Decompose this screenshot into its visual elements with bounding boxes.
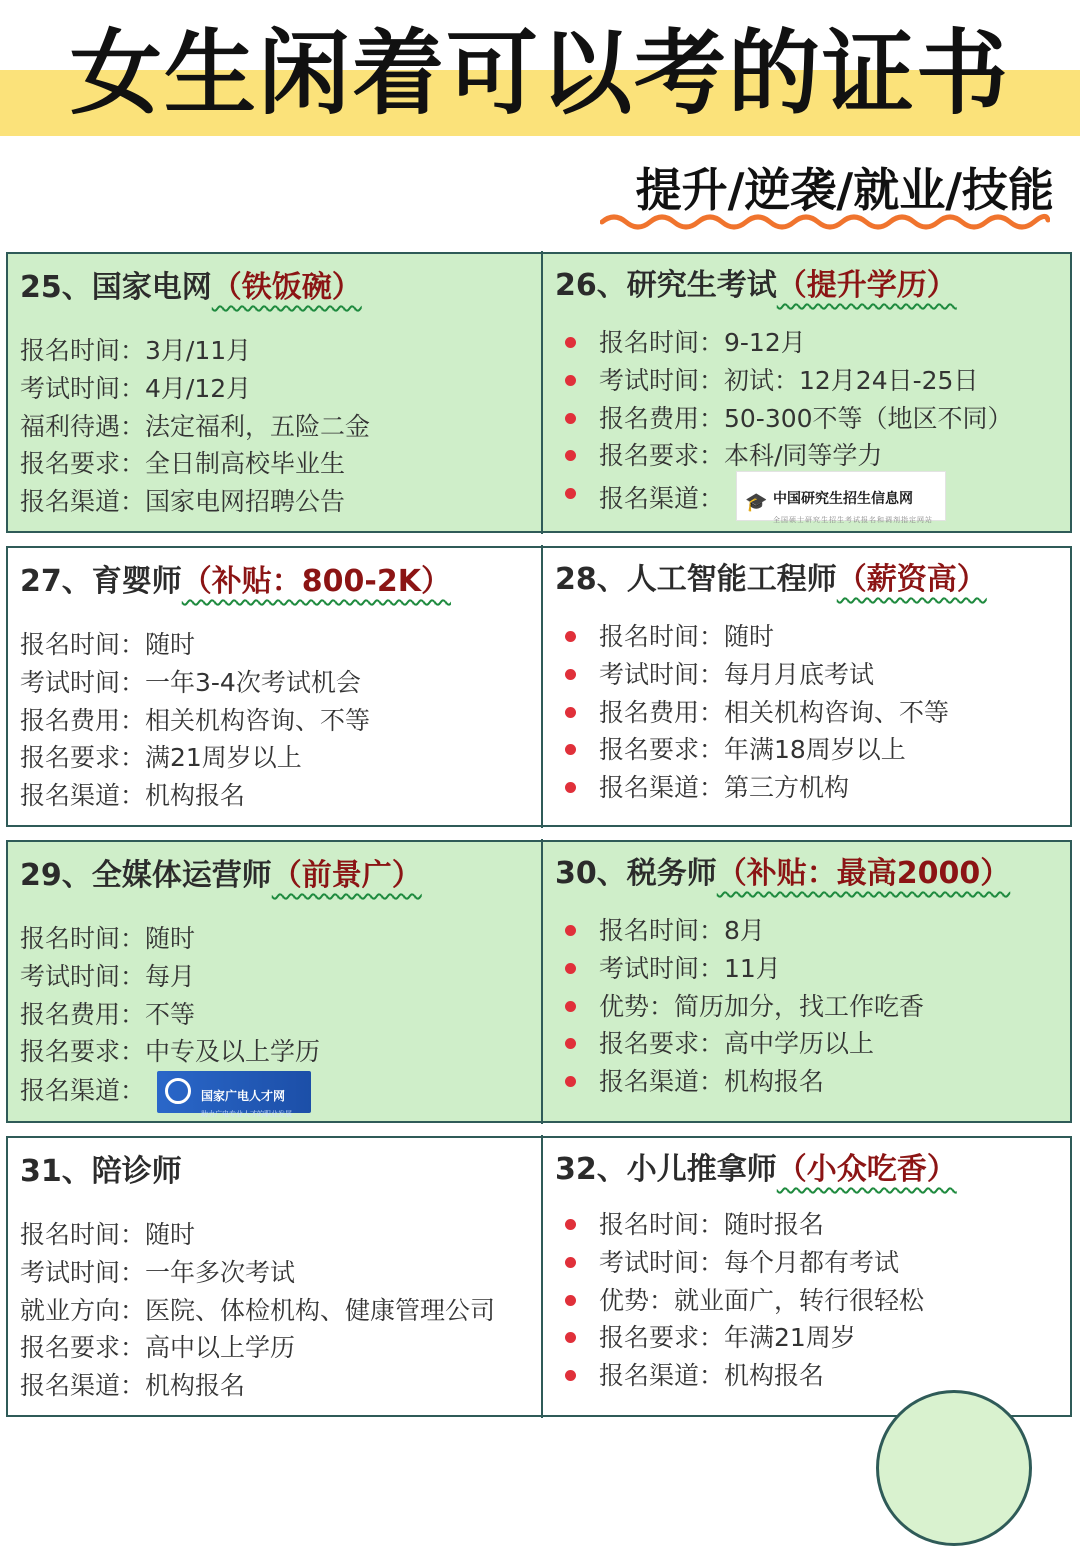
bullet-dot-icon <box>565 1038 576 1049</box>
card-title: 32、小儿推拿师 <box>555 1152 777 1187</box>
card-row-4 <box>6 1136 1072 1417</box>
list-item: 考试时间：一年3-4次考试机会 <box>20 667 361 697</box>
bullet-dot-icon <box>565 782 576 793</box>
card-title: 26、研究生考试 <box>555 268 777 303</box>
card-items <box>20 626 370 815</box>
list-item: 报名渠道： 🎓 中国研究生招生信息网 全国硕士研究生招生考试报名和调剂指定网站 <box>565 475 1013 513</box>
card-heading <box>20 560 451 604</box>
card-tag: （提升学历） <box>776 268 957 303</box>
list-item: 考试时间：每月月底考试 <box>565 656 949 694</box>
graduation-cap-icon: 🎓 <box>744 492 768 514</box>
bullet-dot-icon <box>565 707 576 718</box>
card-tag: （小众吃香） <box>776 1152 957 1187</box>
card-nursery-teacher <box>8 548 541 825</box>
card-title: 29、全媒体运营师 <box>20 858 272 893</box>
bullet-dot-icon <box>565 963 576 974</box>
list-item: 优势：就业面广，转行很轻松 <box>565 1282 924 1320</box>
list-item: 报名要求：满21周岁以上 <box>20 743 302 773</box>
card-heading <box>20 266 362 310</box>
bullet-dot-icon <box>565 669 576 680</box>
list-item: 报名费用：相关机构咨询、不等 <box>565 694 949 732</box>
card-items <box>20 332 370 521</box>
list-item: 报名时间：随时 <box>20 1220 196 1249</box>
card-items <box>20 920 321 1119</box>
bullet-dot-icon <box>565 631 576 642</box>
list-item: 报名费用：相关机构咨询、不等 <box>20 705 371 735</box>
logo-subtitle: 助力广电专业人才的职业发展 <box>200 1110 292 1119</box>
list-item: 报名时间：随时 <box>20 630 196 659</box>
card-row-1 <box>6 252 1072 533</box>
card-tag: （薪资高） <box>836 562 987 597</box>
card-title: 31、陪诊师 <box>20 1154 182 1189</box>
card-heading <box>20 854 422 898</box>
list-item: 报名时间：随时 <box>565 618 949 656</box>
card-heading <box>555 1148 957 1192</box>
card-tag: （前景广） <box>271 858 422 893</box>
list-item: 报名时间：9-12月 <box>565 324 1013 362</box>
card-heading <box>555 264 957 308</box>
yanzhao-logo <box>736 471 946 525</box>
list-item: 报名要求：中专及以上学历 <box>20 1037 321 1067</box>
logo-subtitle: 全国硕士研究生招生考试报名和调剂指定网站 <box>772 516 933 525</box>
list-item: 报名时间：3月/11月 <box>20 336 252 365</box>
list-item: 报名时间：随时报名 <box>565 1206 924 1244</box>
page-subtitle: 提升/逆袭/就业/技能 <box>635 163 1054 217</box>
card-title: 28、人工智能工程师 <box>555 562 837 597</box>
list-item: 报名时间：随时 <box>20 924 196 953</box>
list-item: 就业方向：医院、体检机构、健康管理公司 <box>20 1295 496 1325</box>
subtitle-wave-underline <box>600 212 1050 232</box>
card-tag: （铁饭碗） <box>211 270 362 305</box>
list-item: 考试时间：一年多次考试 <box>20 1257 296 1287</box>
card-title: 30、税务师 <box>555 856 717 891</box>
card-tax-advisor <box>543 842 1074 1121</box>
page-title: 女生闲着可以考的证书 <box>69 20 1010 127</box>
bullet-dot-icon <box>565 337 576 348</box>
card-heading <box>20 1150 182 1194</box>
logo-name: 国家广电人才网 <box>200 1089 285 1104</box>
list-item: 报名渠道：机构报名 <box>20 781 246 811</box>
list-item: 报名渠道： 国家广电人才网 助力广电专业人才的职业发展 <box>20 1071 320 1109</box>
bullet-dot-icon <box>565 450 576 461</box>
bullet-dot-icon <box>565 1001 576 1012</box>
card-tag: （补贴：最高2000） <box>716 856 1011 891</box>
list-item: 报名渠道：机构报名 <box>565 1357 924 1395</box>
card-heading <box>555 558 987 602</box>
logo-name: 中国研究生招生信息网 <box>772 491 913 508</box>
decorative-circle <box>876 1390 1032 1546</box>
list-item: 报名要求：高中学历以上 <box>565 1025 924 1063</box>
list-item: 报名渠道：第三方机构 <box>565 769 949 807</box>
card-row-3 <box>6 840 1072 1123</box>
list-item: 报名费用：50-300不等（地区不同） <box>565 400 1013 438</box>
bullet-dot-icon <box>565 375 576 386</box>
bullet-dot-icon <box>565 744 576 755</box>
card-title: 27、育婴师 <box>20 564 182 599</box>
list-item: 优势：简历加分，找工作吃香 <box>565 988 924 1026</box>
list-item: 考试时间：初试：12月24日-25日 <box>565 362 1013 400</box>
card-state-grid <box>8 254 541 531</box>
list-item: 福利待遇：法定福利，五险二金 <box>20 411 371 441</box>
card-items <box>565 1206 924 1395</box>
list-item: 报名渠道：国家电网招聘公告 <box>20 487 346 517</box>
card-title: 25、国家电网 <box>20 270 212 305</box>
list-item: 报名要求：全日制高校毕业生 <box>20 449 346 479</box>
bullet-dot-icon <box>565 1257 576 1268</box>
list-item: 报名渠道：机构报名 <box>565 1063 924 1101</box>
bullet-dot-icon <box>565 1219 576 1230</box>
bullet-dot-icon <box>565 413 576 424</box>
card-pediatric-massage <box>543 1138 1074 1415</box>
list-item: 考试时间：每个月都有考试 <box>565 1244 924 1282</box>
card-items <box>20 1216 495 1405</box>
bullet-dot-icon <box>565 1370 576 1381</box>
list-item: 考试时间：每月 <box>20 961 196 991</box>
guangdian-logo-icon <box>165 1078 191 1104</box>
card-media-operator <box>8 842 541 1121</box>
list-item: 报名要求：年满21周岁 <box>565 1319 924 1357</box>
list-item: 报名费用：不等 <box>20 999 196 1029</box>
card-postgrad-exam <box>543 254 1074 531</box>
list-item: 报名要求：本科/同等学力 <box>565 437 1013 475</box>
card-medical-escort <box>8 1138 541 1415</box>
card-ai-engineer <box>543 548 1074 825</box>
guangdian-logo <box>157 1071 311 1119</box>
bullet-dot-icon <box>565 925 576 936</box>
bullet-dot-icon <box>565 1332 576 1343</box>
list-item: 报名要求：年满18周岁以上 <box>565 731 949 769</box>
list-item: 考试时间：4月/12月 <box>20 373 252 403</box>
card-items <box>565 324 1013 525</box>
bullet-dot-icon <box>565 488 576 499</box>
list-item: 报名时间：8月 <box>565 912 924 950</box>
card-items <box>565 912 924 1101</box>
bullet-dot-icon <box>565 1295 576 1306</box>
list-item: 报名渠道：机构报名 <box>20 1371 246 1401</box>
card-items <box>565 618 949 807</box>
bullet-dot-icon <box>565 1076 576 1087</box>
card-heading <box>555 852 1010 896</box>
list-item: 报名要求：高中以上学历 <box>20 1333 296 1363</box>
card-row-2 <box>6 546 1072 827</box>
list-item: 考试时间：11月 <box>565 950 924 988</box>
card-tag: （补贴：800-2K） <box>181 564 451 599</box>
